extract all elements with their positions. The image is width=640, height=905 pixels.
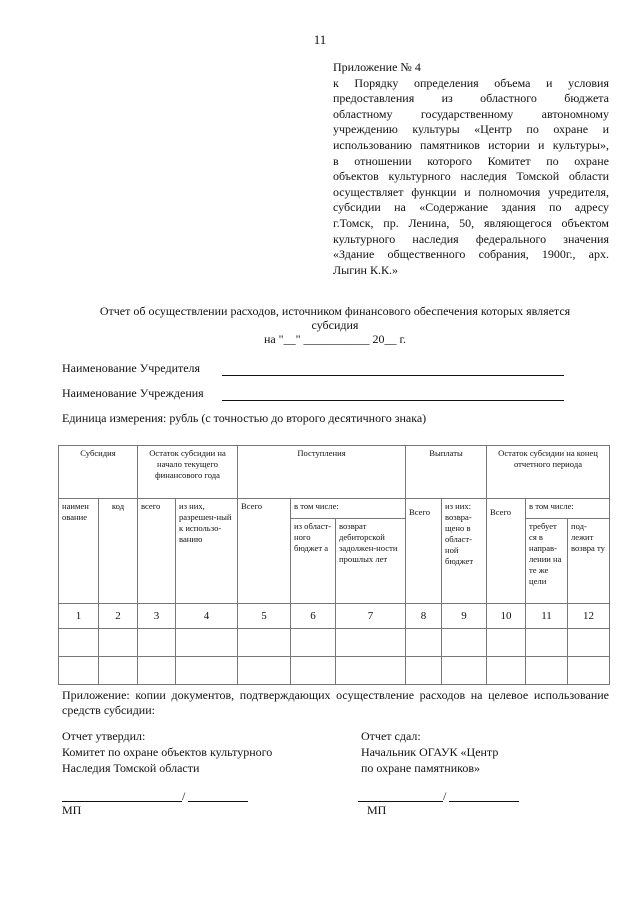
- col-total-8: Всего: [406, 499, 442, 604]
- col-total-3: всего: [138, 499, 176, 604]
- appendix-line: предоставления из областного бюджета: [333, 91, 609, 106]
- table-subheader-row: [59, 499, 610, 519]
- column-number: 4: [176, 604, 238, 629]
- table-cell[interactable]: [291, 657, 336, 685]
- signature-submitted: [361, 728, 611, 776]
- approved-label: Отчет утвердил:: [62, 729, 146, 743]
- column-number: 12: [568, 604, 610, 629]
- founder-field: [62, 361, 200, 376]
- col-code: код: [99, 499, 138, 604]
- report-title-line1: Отчет об осуществлении расходов, источником финансового обеспечения которых является: [99, 304, 571, 318]
- founder-label: Наименование Учредителя: [62, 361, 201, 375]
- institution-input-line[interactable]: [222, 400, 564, 401]
- header-subsidy: Субсидия: [59, 446, 138, 499]
- table-cell[interactable]: [336, 657, 406, 685]
- appendix-line: субсидии на «Содержание здания по адресу: [333, 200, 609, 215]
- header-balance-end: Остаток субсидии на конец отчетного периода: [487, 446, 610, 499]
- institution-label: Наименование Учреждения: [62, 386, 204, 400]
- slash: /: [443, 789, 447, 803]
- table-row: [59, 629, 610, 657]
- col-regional: из област-ного бюджет а: [291, 519, 336, 604]
- table-cell[interactable]: [291, 629, 336, 657]
- table-cell[interactable]: [487, 657, 526, 685]
- table-cell[interactable]: [238, 657, 291, 685]
- table-cell[interactable]: [442, 657, 487, 685]
- column-number: 6: [291, 604, 336, 629]
- col-needed: требует ся в направ-лении на те же цели: [526, 519, 568, 604]
- appendix-heading: Приложение № 4: [333, 60, 421, 74]
- approved-stamp: МП: [62, 803, 82, 817]
- table-cell[interactable]: [442, 629, 487, 657]
- page-number: 11: [313, 32, 327, 47]
- submitted-label: Отчет сдал:: [361, 729, 421, 743]
- submitted-org-2: по охране памятников»: [361, 761, 481, 775]
- column-number: 7: [336, 604, 406, 629]
- column-number: 3: [138, 604, 176, 629]
- table-cell[interactable]: [59, 629, 99, 657]
- column-number: 2: [99, 604, 138, 629]
- table-cell[interactable]: [406, 629, 442, 657]
- table-cell[interactable]: [526, 657, 568, 685]
- appendix-line: областному государственному автономному: [333, 106, 609, 121]
- table-row: [59, 657, 610, 685]
- unit-field: Единица измерения: рубль (с точностью до второго десятичного знака): [62, 411, 427, 425]
- header-receipts: Поступления: [238, 446, 406, 499]
- col-return: возврат дебиторской задолжен-ности прошлых лет: [336, 519, 406, 604]
- appendix-line: в отношении которого Комитет по охране: [333, 153, 609, 168]
- table-cell[interactable]: [176, 657, 238, 685]
- appendix-line: к Порядку определения объема и условия: [333, 75, 609, 90]
- header-payments: Выплаты: [406, 446, 487, 499]
- col-total-10: Всего: [487, 499, 526, 604]
- col-allowed: из них, разрешен-ный к использо-ванию: [176, 499, 238, 604]
- table-number-row: [59, 604, 610, 629]
- table-cell[interactable]: [238, 629, 291, 657]
- table-cell[interactable]: [336, 629, 406, 657]
- table-cell[interactable]: [59, 657, 99, 685]
- appendix-line: осуществляет функции и полномочия учредителя,: [333, 184, 609, 199]
- col-including-1: в том числе:: [291, 499, 406, 519]
- col-name: наимен ование: [59, 499, 99, 604]
- report-title: [60, 304, 610, 346]
- table-cell[interactable]: [99, 657, 138, 685]
- column-number: 9: [442, 604, 487, 629]
- submitted-org-1: Начальник ОГАУК «Центр: [361, 745, 499, 759]
- report-date-line: на "__" ___________ 20__ г.: [263, 332, 407, 346]
- col-returned: из них: возвра-щено в област-ной бюджет: [442, 499, 487, 604]
- col-total-5: Всего: [238, 499, 291, 604]
- appendix-block: [333, 60, 609, 278]
- header-balance-start: Остаток субсидии на начало текущего финансового года: [138, 446, 238, 499]
- table-cell[interactable]: [526, 629, 568, 657]
- approved-org-2: Наследия Томской области: [62, 761, 200, 775]
- submitted-stamp: МП: [367, 803, 387, 817]
- column-number: 11: [526, 604, 568, 629]
- appendix-line: Лыгин К.К.»: [333, 262, 398, 277]
- appendix-line: культурного наследия федерального значения: [333, 231, 609, 246]
- institution-field: [62, 386, 204, 401]
- slash: /: [182, 789, 186, 803]
- founder-input-line[interactable]: [222, 375, 564, 376]
- col-including-2: в том числе:: [526, 499, 610, 519]
- appendix-line: использованию памятников истории и культуры»,: [333, 137, 609, 152]
- table-header-row: [59, 446, 610, 499]
- appendix-line: учреждению культуры «Центр по охране и: [333, 122, 609, 137]
- appendix-line: объектов культурного наследия Томской области: [333, 169, 609, 184]
- col-refund: под-лежит возвра ту: [568, 519, 610, 604]
- report-table: [58, 445, 610, 685]
- signature-approved: [62, 728, 322, 776]
- appendix-line: г.Томск, пр. Ленина, 50, являющегося объектом: [333, 215, 609, 230]
- table-cell[interactable]: [568, 629, 610, 657]
- table-cell[interactable]: [487, 629, 526, 657]
- report-title-line2: субсидия: [311, 318, 359, 332]
- attachment-note: Приложение: копии документов, подтверждающих осуществление расходов на целевое использование средств субсидии:: [62, 688, 609, 717]
- approved-org-1: Комитет по охране объектов культурного: [62, 745, 273, 759]
- table-cell[interactable]: [138, 629, 176, 657]
- table-cell[interactable]: [99, 629, 138, 657]
- column-number: 1: [59, 604, 99, 629]
- table-cell[interactable]: [138, 657, 176, 685]
- column-number: 5: [238, 604, 291, 629]
- table-cell[interactable]: [176, 629, 238, 657]
- table-cell[interactable]: [406, 657, 442, 685]
- appendix-line: «Здание общественного собрания, 1900г., арх.: [333, 247, 609, 262]
- column-number: 8: [406, 604, 442, 629]
- column-number: 10: [487, 604, 526, 629]
- table-cell[interactable]: [568, 657, 610, 685]
